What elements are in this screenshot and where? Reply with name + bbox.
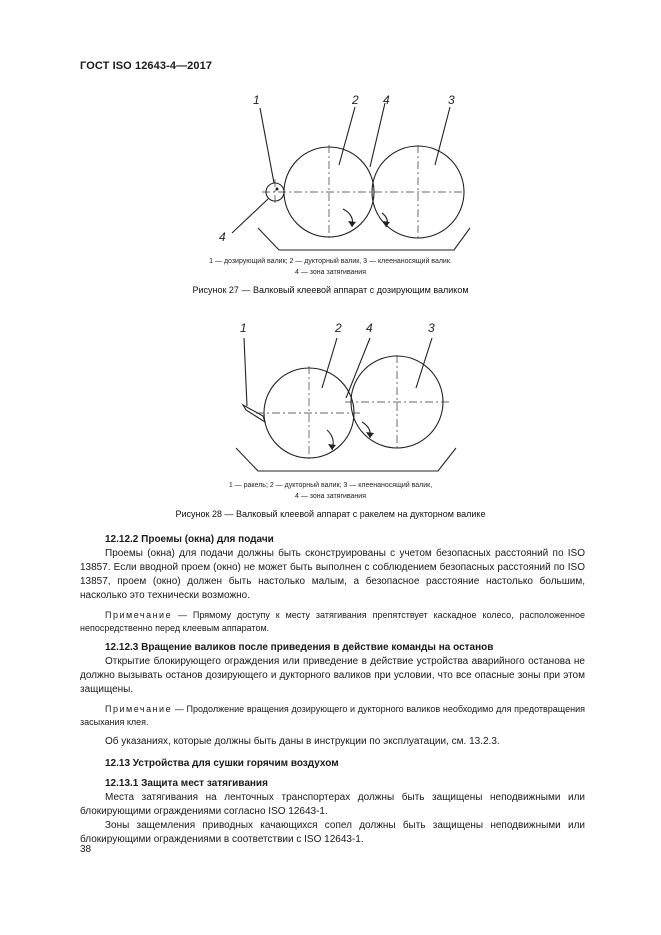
fig28-label-4: 4 [366,321,373,335]
doctor-blade [243,405,265,422]
section-12-12-2-title: 12.12.2 Проемы (окна) для подачи [105,534,274,545]
note-2-label: Примечание [105,704,173,714]
fig27-legend-line1: 1 — дозирующий валик; 2 — дукторный валик, 3 — клеенаносящий валик. [209,258,452,265]
fig27-label-4-top: 4 [383,93,390,107]
fig28-label-2: 2 [335,321,342,335]
section-12-13-title: 12.13 Устройства для сушки горячим воздухом [105,758,339,769]
fig28-caption: Рисунок 28 — Валковый клеевой аппарат с ракелем на дукторном валике [175,509,486,519]
fig27-label-3: 3 [448,93,455,107]
note-1-label: Примечание [105,610,173,620]
note-1 [80,609,585,635]
note-2-text: — Продолжение вращения дозирующего и дукторного валиков необходимо для предотвращения засыхания клея. [80,704,585,727]
fig27-label-1: 1 [253,93,260,107]
figure-27 [0,85,661,300]
figure-28 [0,318,661,523]
section-12-12-3-extra: Об указаниях, которые должны быть даны в инструкции по эксплуатации, см. 13.2.3. [105,736,500,747]
fig28-legend [0,480,661,502]
glue-tray [236,448,456,471]
fig27-legend [0,256,661,278]
glue-tray [258,228,470,250]
fig27-legend-line2: 4 — зона затягивания [294,269,367,276]
fig27-caption: Рисунок 27 — Валковый клеевой аппарат с дозирующим валиком [192,285,469,295]
section-12-12-2-text: Проемы (окна) для подачи должны быть сконструированы с учетом безопасных расстояний по ISO 13857. Если вводной проем (окно) не может быть выполнен с соблюдением безопасных расстояний по ISO 13857, проем (окно) должен быть настолько малым, а безопасное расстояние настолько большим, насколько это технически возможно. [80,548,585,601]
section-12-12-3-title: 12.12.3 Вращение валиков после приведения в действие команды на останов [105,642,494,653]
section-12-13-1-p2: Зоны защемления приводных качающихся сопел должны быть защищены неподвижными или блокирующими ограждениями в соответствии с ISO 12643-1. [80,820,585,845]
fig27-label-2: 2 [352,93,359,107]
note-2 [80,703,585,729]
note-1-text: — Прямому доступу к месту затягивания препятствует каскадное колесо, расположенное непосредственно перед клеевым аппаратом. [80,610,585,633]
body-text [80,533,585,847]
section-12-13-1-p1: Места затягивания на ленточных транспортерах должны быть защищены неподвижными или блокирующими ограждениями согласно ISO 12643-1. [80,792,585,817]
section-12-13-1-title: 12.13.1 Защита мест затягивания [105,778,268,789]
fig27-label-4-bottom: 4 [219,230,226,244]
fig28-label-3: 3 [428,321,435,335]
fig28-label-1: 1 [240,321,247,335]
fig28-legend-line1: 1 — ракель; 2 — дукторный валик; 3 — клеенаносящий валик, [228,482,433,489]
page-number: 38 [80,844,92,855]
fig28-legend-line2: 4 — зона затягивания [294,493,367,500]
document-header: ГОСТ ISO 12643-4—2017 [80,60,213,72]
section-12-12-3-text: Открытие блокирующего ограждения или приведение в действие устройства аварийного останова не должно вызывать останов дозирующего и дукторного валиков при условии, что все опасные зоны при этом защищены. [80,656,585,695]
